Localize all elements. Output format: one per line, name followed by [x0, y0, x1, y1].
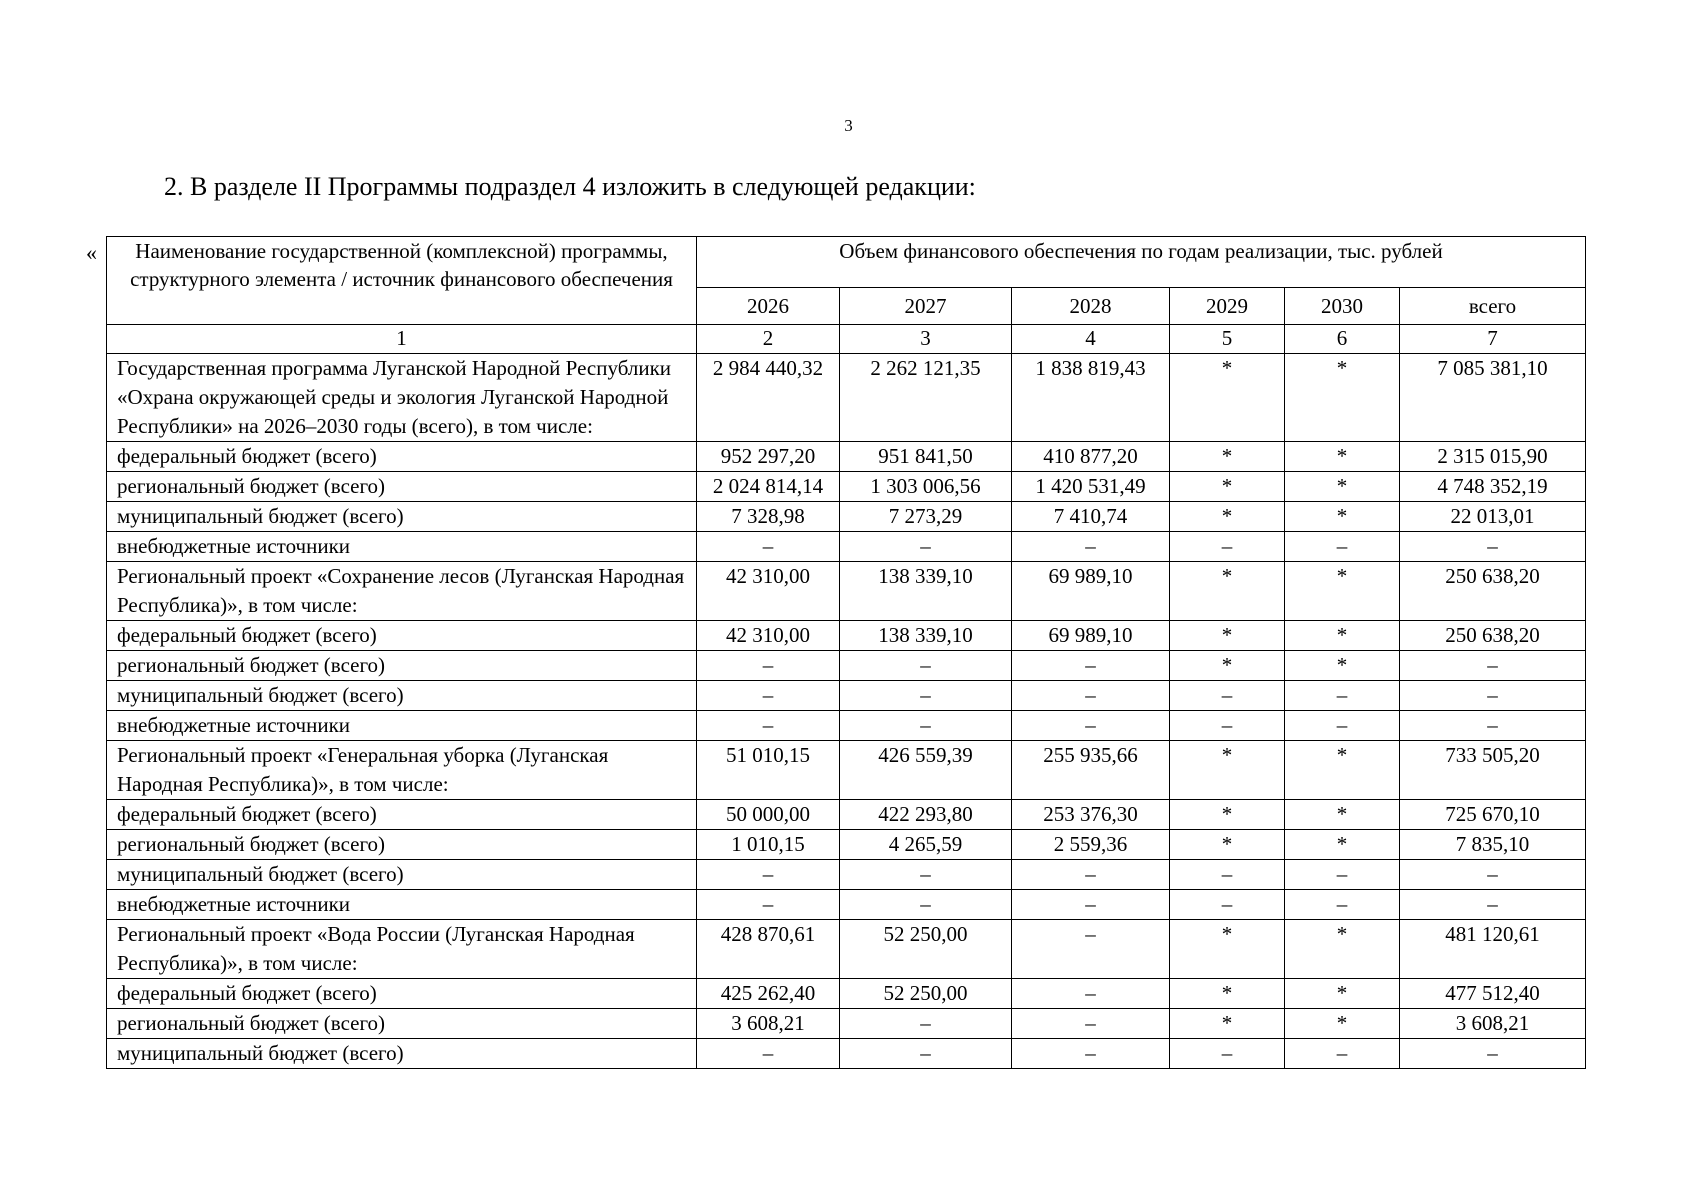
- row-name-cell: региональный бюджет (всего): [107, 830, 697, 860]
- row-value-cell: –: [1012, 890, 1170, 920]
- row-value-cell: 7 085 381,10: [1400, 354, 1586, 442]
- row-value-cell: –: [840, 890, 1012, 920]
- column-number: 2: [697, 325, 840, 354]
- row-name-cell: региональный бюджет (всего): [107, 651, 697, 681]
- table-row: [107, 472, 1586, 502]
- row-value-cell: –: [1012, 1009, 1170, 1039]
- row-value-cell: 52 250,00: [840, 920, 1012, 979]
- row-value-cell: 1 838 819,43: [1012, 354, 1170, 442]
- row-value-cell: –: [1170, 681, 1285, 711]
- row-value-cell: –: [840, 532, 1012, 562]
- row-value-cell: –: [1170, 532, 1285, 562]
- table-row: [107, 1039, 1586, 1069]
- row-value-cell: 69 989,10: [1012, 562, 1170, 621]
- row-value-cell: 425 262,40: [697, 979, 840, 1009]
- row-value-cell: 1 420 531,49: [1012, 472, 1170, 502]
- table-row: [107, 681, 1586, 711]
- table-row: [107, 800, 1586, 830]
- row-value-cell: –: [697, 681, 840, 711]
- row-value-cell: 250 638,20: [1400, 562, 1586, 621]
- column-number: 6: [1285, 325, 1400, 354]
- row-value-cell: *: [1170, 502, 1285, 532]
- row-value-cell: –: [1285, 711, 1400, 741]
- row-value-cell: –: [1400, 651, 1586, 681]
- table-row: [107, 890, 1586, 920]
- row-name-cell: Региональный проект «Генеральная уборка (Луганская Народная Республика)», в том числе:: [107, 741, 697, 800]
- row-value-cell: *: [1285, 920, 1400, 979]
- table-row: [107, 711, 1586, 741]
- row-value-cell: –: [1400, 711, 1586, 741]
- row-value-cell: *: [1285, 621, 1400, 651]
- row-value-cell: –: [1400, 681, 1586, 711]
- row-name-cell: муниципальный бюджет (всего): [107, 502, 697, 532]
- row-value-cell: 253 376,30: [1012, 800, 1170, 830]
- row-value-cell: –: [697, 711, 840, 741]
- row-value-cell: *: [1170, 472, 1285, 502]
- row-value-cell: 422 293,80: [840, 800, 1012, 830]
- row-value-cell: –: [1400, 890, 1586, 920]
- row-value-cell: –: [1285, 681, 1400, 711]
- row-value-cell: –: [840, 1039, 1012, 1069]
- header-total: всего: [1400, 288, 1586, 325]
- row-value-cell: *: [1285, 651, 1400, 681]
- row-value-cell: *: [1170, 800, 1285, 830]
- row-value-cell: –: [840, 681, 1012, 711]
- row-value-cell: *: [1170, 741, 1285, 800]
- header-name-cell: Наименование государственной (комплексной) программы, структурного элемента / источник финансового обеспечения: [107, 237, 697, 325]
- row-name-cell: Государственная программа Луганской Народной Республики «Охрана окружающей среды и экология Луганской Народной Республики» на 2026–2030 годы (всего), в том числе:: [107, 354, 697, 442]
- header-year-2030: 2030: [1285, 288, 1400, 325]
- row-value-cell: –: [1400, 1039, 1586, 1069]
- opening-quote-mark: «: [86, 240, 97, 265]
- row-value-cell: *: [1285, 442, 1400, 472]
- row-name-cell: муниципальный бюджет (всего): [107, 860, 697, 890]
- row-value-cell: –: [1400, 860, 1586, 890]
- row-value-cell: –: [1012, 1039, 1170, 1069]
- row-value-cell: *: [1170, 562, 1285, 621]
- row-name-cell: Региональный проект «Сохранение лесов (Луганская Народная Республика)», в том числе:: [107, 562, 697, 621]
- row-value-cell: 4 265,59: [840, 830, 1012, 860]
- row-value-cell: 410 877,20: [1012, 442, 1170, 472]
- row-value-cell: –: [1400, 532, 1586, 562]
- row-value-cell: 138 339,10: [840, 621, 1012, 651]
- table-row: [107, 621, 1586, 651]
- header-year-2028: 2028: [1012, 288, 1170, 325]
- row-value-cell: 138 339,10: [840, 562, 1012, 621]
- row-value-cell: 2 315 015,90: [1400, 442, 1586, 472]
- header-volume-cell: Объем финансового обеспечения по годам реализации, тыс. рублей: [697, 237, 1586, 288]
- row-value-cell: 255 935,66: [1012, 741, 1170, 800]
- row-value-cell: –: [697, 532, 840, 562]
- row-value-cell: –: [697, 890, 840, 920]
- row-value-cell: 52 250,00: [840, 979, 1012, 1009]
- row-value-cell: *: [1285, 472, 1400, 502]
- row-value-cell: 1 303 006,56: [840, 472, 1012, 502]
- table-row: [107, 502, 1586, 532]
- row-value-cell: –: [1012, 920, 1170, 979]
- row-value-cell: *: [1170, 920, 1285, 979]
- row-value-cell: –: [1285, 890, 1400, 920]
- row-value-cell: 7 273,29: [840, 502, 1012, 532]
- row-value-cell: 4 748 352,19: [1400, 472, 1586, 502]
- table-row: [107, 741, 1586, 800]
- table-row: [107, 442, 1586, 472]
- header-year-2029: 2029: [1170, 288, 1285, 325]
- table-row: [107, 920, 1586, 979]
- table-row: [107, 860, 1586, 890]
- row-value-cell: 951 841,50: [840, 442, 1012, 472]
- header-year-2026: 2026: [697, 288, 840, 325]
- table-row: [107, 830, 1586, 860]
- row-value-cell: –: [1012, 651, 1170, 681]
- row-value-cell: –: [1285, 532, 1400, 562]
- table-row: [107, 354, 1586, 442]
- row-value-cell: 51 010,15: [697, 741, 840, 800]
- row-value-cell: *: [1285, 800, 1400, 830]
- row-value-cell: –: [697, 860, 840, 890]
- row-value-cell: –: [1170, 711, 1285, 741]
- row-value-cell: –: [1012, 860, 1170, 890]
- row-value-cell: –: [1012, 711, 1170, 741]
- row-name-cell: федеральный бюджет (всего): [107, 800, 697, 830]
- row-name-cell: федеральный бюджет (всего): [107, 979, 697, 1009]
- row-value-cell: 725 670,10: [1400, 800, 1586, 830]
- financing-table: [106, 236, 1586, 1069]
- row-value-cell: *: [1285, 979, 1400, 1009]
- row-value-cell: 3 608,21: [697, 1009, 840, 1039]
- row-value-cell: 477 512,40: [1400, 979, 1586, 1009]
- table-row: [107, 1009, 1586, 1039]
- row-value-cell: –: [1285, 1039, 1400, 1069]
- row-value-cell: *: [1170, 621, 1285, 651]
- row-name-cell: внебюджетные источники: [107, 532, 697, 562]
- row-value-cell: *: [1170, 830, 1285, 860]
- row-value-cell: 3 608,21: [1400, 1009, 1586, 1039]
- column-number: 5: [1170, 325, 1285, 354]
- row-value-cell: –: [697, 1039, 840, 1069]
- table-row: [107, 979, 1586, 1009]
- row-value-cell: –: [840, 860, 1012, 890]
- row-name-cell: муниципальный бюджет (всего): [107, 681, 697, 711]
- row-value-cell: 428 870,61: [697, 920, 840, 979]
- row-value-cell: 7 328,98: [697, 502, 840, 532]
- row-value-cell: 2 262 121,35: [840, 354, 1012, 442]
- row-value-cell: 2 984 440,32: [697, 354, 840, 442]
- row-name-cell: внебюджетные источники: [107, 711, 697, 741]
- row-value-cell: –: [1170, 1039, 1285, 1069]
- row-value-cell: 7 835,10: [1400, 830, 1586, 860]
- row-value-cell: –: [1012, 532, 1170, 562]
- row-value-cell: 2 024 814,14: [697, 472, 840, 502]
- row-value-cell: –: [1170, 860, 1285, 890]
- row-name-cell: Региональный проект «Вода России (Луганская Народная Республика)», в том числе:: [107, 920, 697, 979]
- table-row: [107, 532, 1586, 562]
- row-value-cell: 481 120,61: [1400, 920, 1586, 979]
- column-number: 3: [840, 325, 1012, 354]
- row-value-cell: 426 559,39: [840, 741, 1012, 800]
- row-name-cell: муниципальный бюджет (всего): [107, 1039, 697, 1069]
- row-value-cell: *: [1285, 830, 1400, 860]
- column-number: 4: [1012, 325, 1170, 354]
- table-row: [107, 651, 1586, 681]
- row-value-cell: 2 559,36: [1012, 830, 1170, 860]
- row-value-cell: 42 310,00: [697, 562, 840, 621]
- row-value-cell: *: [1170, 651, 1285, 681]
- row-value-cell: 50 000,00: [697, 800, 840, 830]
- row-value-cell: *: [1285, 1009, 1400, 1039]
- page-number: 3: [844, 116, 853, 135]
- row-value-cell: *: [1170, 442, 1285, 472]
- row-value-cell: 1 010,15: [697, 830, 840, 860]
- row-value-cell: *: [1285, 741, 1400, 800]
- row-name-cell: региональный бюджет (всего): [107, 1009, 697, 1039]
- row-value-cell: –: [1012, 681, 1170, 711]
- row-value-cell: 250 638,20: [1400, 621, 1586, 651]
- row-value-cell: –: [1285, 860, 1400, 890]
- column-number-row: [107, 325, 1586, 354]
- row-value-cell: –: [840, 1009, 1012, 1039]
- row-name-cell: региональный бюджет (всего): [107, 472, 697, 502]
- header-year-2027: 2027: [840, 288, 1012, 325]
- row-value-cell: –: [840, 711, 1012, 741]
- row-value-cell: 42 310,00: [697, 621, 840, 651]
- column-number: 1: [107, 325, 697, 354]
- row-value-cell: *: [1170, 1009, 1285, 1039]
- row-value-cell: *: [1170, 979, 1285, 1009]
- row-name-cell: федеральный бюджет (всего): [107, 621, 697, 651]
- row-value-cell: –: [1170, 890, 1285, 920]
- row-value-cell: *: [1285, 354, 1400, 442]
- table-row: [107, 562, 1586, 621]
- row-value-cell: 69 989,10: [1012, 621, 1170, 651]
- row-value-cell: 7 410,74: [1012, 502, 1170, 532]
- row-value-cell: –: [1012, 979, 1170, 1009]
- row-value-cell: *: [1285, 562, 1400, 621]
- row-value-cell: 733 505,20: [1400, 741, 1586, 800]
- column-number: 7: [1400, 325, 1586, 354]
- row-value-cell: *: [1170, 354, 1285, 442]
- row-value-cell: –: [840, 651, 1012, 681]
- row-name-cell: федеральный бюджет (всего): [107, 442, 697, 472]
- row-value-cell: *: [1285, 502, 1400, 532]
- section-heading: 2. В разделе II Программы подраздел 4 изложить в следующей редакции:: [164, 172, 976, 201]
- row-name-cell: внебюджетные источники: [107, 890, 697, 920]
- row-value-cell: 22 013,01: [1400, 502, 1586, 532]
- row-value-cell: –: [697, 651, 840, 681]
- row-value-cell: 952 297,20: [697, 442, 840, 472]
